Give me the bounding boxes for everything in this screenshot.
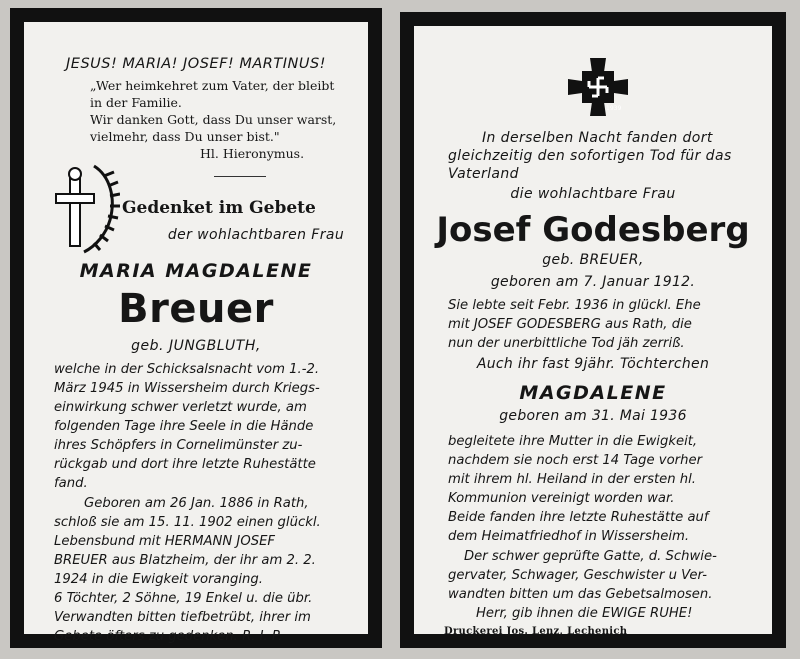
right-end-5: Beide fanden ihre letzte Ruhestätte auf [448, 510, 709, 525]
left-divider [214, 176, 266, 177]
cross-year: 1939 [606, 105, 622, 112]
deceased-surname: Breuer [118, 286, 274, 332]
left-text-14: Verwandten bitten tiefbetrübt, ihrer im [54, 610, 311, 625]
left-text-5: ihres Schöpfers in Cornelimünster zu- [54, 438, 303, 453]
left-text-9: schloß sie am 15. 11. 1902 einen glückl. [54, 515, 321, 530]
wohlachtbaren-line: der wohlachtbaren Frau [167, 227, 345, 243]
left-text-10: Lebensbund mit HERMANN JOSEF [54, 534, 275, 549]
right-intro-1: In derselben Nacht fanden dort [482, 130, 713, 146]
quote-line-1: „Wer heimkehret zum Vater, der bleibt [90, 78, 335, 93]
right-end-6: dem Heimatfriedhof in Wissersheim. [448, 529, 690, 544]
daughter-name: MAGDALENE [519, 382, 667, 404]
daughter-intro: Auch ihr fast 9jähr. Töchterchen [476, 356, 710, 372]
left-card-inner [24, 22, 368, 644]
right-end-10: Herr, gib ihnen die EWIGE RUHE! [476, 606, 693, 621]
right-intro-2: gleichzeitig den sofortigen Tod für das [448, 148, 732, 164]
right-end-9: wandten bitten um das Gebetsalmosen. [448, 587, 713, 602]
right-end-2: nachdem sie noch erst 14 Tage vorher [448, 453, 702, 468]
left-text-8: Geboren am 26 Jan. 1886 in Rath, [84, 496, 309, 511]
right-end-4: Kommunion vereinigt worden war. [448, 491, 675, 506]
right-end-3: mit ihrem hl. Heiland in der ersten hl. [448, 472, 696, 487]
quote-line-3: Wir danken Gott, dass Du unser warst, [90, 112, 337, 127]
right-card-inner [414, 26, 772, 637]
wohlachtbare-line: die wohlachtbare Frau [510, 186, 676, 202]
right-mid-2: mit JOSEF GODESBERG aus Rath, die [448, 317, 692, 332]
daughter-born: geboren am 31. Mai 1936 [499, 408, 687, 424]
left-text-12: 1924 in die Ewigkeit voranging. [54, 572, 263, 587]
right-intro-3: Vaterland [448, 166, 519, 182]
cross-palm-icon [50, 162, 120, 254]
deceased-name: Josef Godesberg [436, 210, 750, 250]
gedenket-heading: Gedenket im Gebete [122, 198, 316, 218]
left-text-4: folgenden Tage ihre Seele in die Hände [54, 419, 314, 434]
deceased-first-names: MARIA MAGDALENE [79, 260, 313, 282]
left-text-15: Gebete öfters zu gedenken. R. I. P. [54, 629, 283, 644]
quote-line-4: vielmehr, dass Du unser bist." [90, 129, 280, 144]
right-end-1: begleitete ihre Mutter in die Ewigkeit, [448, 434, 698, 449]
right-end-7: Der schwer geprüfte Gatte, d. Schwie- [464, 549, 717, 564]
quote-line-2: in der Familie. [90, 95, 182, 110]
right-mid-1: Sie lebte seit Febr. 1936 in glückl. Ehe [448, 298, 701, 313]
right-card [400, 12, 786, 648]
left-text-13: 6 Töchter, 2 Söhne, 19 Enkel u. die übr. [54, 591, 313, 606]
left-header: JESUS! MARIA! JOSEF! MARTINUS! [66, 56, 326, 72]
left-text-11: BREUER aus Blatzheim, der ihr am 2. 2. [54, 553, 316, 568]
left-text-2: März 1945 in Wissersheim durch Kriegs- [54, 381, 320, 396]
left-text-3: einwirkung schwer verletzt wurde, am [54, 400, 307, 415]
right-born: geboren am 7. Januar 1912. [490, 274, 696, 290]
right-maiden-name: geb. BREUER, [542, 252, 644, 268]
quote-author: Hl. Hieronymus. [200, 146, 305, 161]
left-text-1: welche in der Schicksalsnacht vom 1.-2. [54, 362, 320, 377]
printer-imprint: Druckerei Jos. Lenz, Lechenich [444, 626, 628, 637]
left-card [10, 8, 382, 648]
maiden-name: geb. JUNGBLUTH, [131, 338, 261, 354]
left-text-7: fand. [54, 476, 88, 491]
right-end-8: gervater, Schwager, Geschwister u Ver- [448, 568, 707, 583]
left-text-6: rückgab und dort ihre letzte Ruhestätte [54, 457, 316, 472]
iron-cross-icon [568, 58, 628, 116]
right-mid-3: nun der unerbittliche Tod jäh zerriß. [448, 336, 685, 351]
